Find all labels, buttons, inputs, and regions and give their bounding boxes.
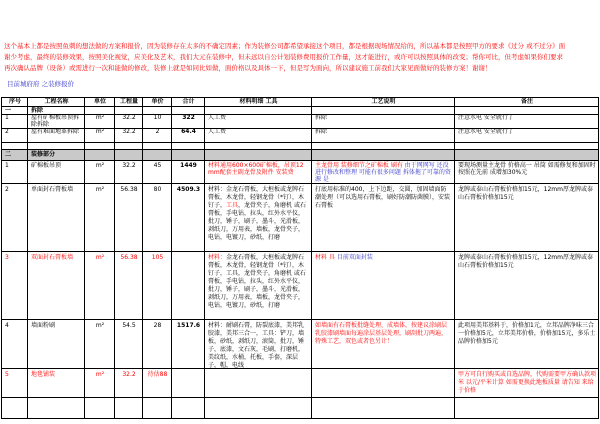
row-no: 4 bbox=[5, 322, 9, 329]
table-cell bbox=[455, 107, 599, 115]
table-cell bbox=[2, 398, 28, 419]
table-cell bbox=[172, 320, 205, 369]
table-cell bbox=[172, 107, 205, 115]
table-cell bbox=[28, 129, 85, 143]
table-cell bbox=[205, 115, 312, 129]
table-cell bbox=[85, 369, 115, 398]
table-cell bbox=[312, 369, 455, 398]
table-cell bbox=[28, 369, 85, 398]
document-subtitle: 目前城府府 之装修报价 bbox=[7, 80, 75, 88]
unit-price: 10 bbox=[153, 115, 162, 121]
table-cell bbox=[143, 398, 172, 419]
process-text: 主龙骨用 装修细节之矿棉板 刷有 bbox=[315, 162, 405, 169]
table-cell bbox=[28, 184, 85, 252]
quantity: 32.2 bbox=[122, 129, 136, 135]
header-materials-tools: 材料明细 工具 bbox=[239, 98, 278, 105]
quantity: 56.38 bbox=[120, 186, 138, 193]
line-total bbox=[172, 252, 204, 319]
unit: m² bbox=[95, 322, 105, 329]
table-cell bbox=[115, 398, 143, 419]
remarks: 甲方可自行购买或自选品牌，代购需要甲方确认款项米 以元/平米计算 如需更换此地板质量 请告知 来给于价格 bbox=[458, 371, 597, 394]
intro-note bbox=[4, 41, 596, 74]
remarks: 龙牌或泰山石膏板价格加15元，12mm厚龙牌或泰山石膏板价格加15元 bbox=[458, 186, 593, 201]
unit: m² bbox=[95, 371, 105, 378]
table-cell bbox=[312, 252, 455, 320]
intro-line: 谢少考虑，最终的装修效果，按照美化视觉，应美化及艺术，我们大元在装修中，但未远以自公计划装修费用报价工作量，这才能进行，或许可以按照具体的改变；帮你可比，但考虑如果你们要求 bbox=[4, 53, 563, 61]
table-cell bbox=[312, 320, 455, 369]
table-cell bbox=[143, 252, 172, 320]
unit-price: 待估88 bbox=[147, 371, 168, 378]
table-cell bbox=[85, 320, 115, 369]
item-name: 屋有难面地革拆除 bbox=[31, 129, 80, 135]
table-cell bbox=[455, 150, 599, 161]
remarks: 龙牌或泰山石膏板价格加15元，12mm厚龙牌或泰山石膏板价格加15元 bbox=[458, 254, 593, 269]
table-cell bbox=[85, 398, 115, 419]
table-cell bbox=[205, 398, 312, 419]
row-no: 2 bbox=[5, 129, 9, 135]
table-cell bbox=[2, 320, 28, 369]
process-notes bbox=[312, 369, 454, 397]
header-row bbox=[2, 98, 599, 107]
line-total: 1517.6 bbox=[176, 322, 201, 329]
table-cell bbox=[312, 115, 455, 129]
table-cell bbox=[455, 129, 599, 143]
unit-price: 80 bbox=[153, 186, 162, 193]
table-cell bbox=[312, 150, 455, 161]
table-cell bbox=[172, 252, 205, 320]
table-cell bbox=[205, 107, 312, 115]
table-cell bbox=[115, 107, 143, 115]
row-no: 1 bbox=[5, 162, 9, 169]
table-cell bbox=[85, 107, 115, 115]
process-notes: 拆除 bbox=[315, 115, 328, 121]
table-cell bbox=[205, 369, 312, 398]
process-text: 由于网网写 还没进行修改和整理 可能有很多问题 拆体拖了可靠的资源 是 bbox=[315, 162, 451, 183]
header-process: 工艺说明 bbox=[371, 98, 396, 105]
table-cell bbox=[143, 143, 172, 150]
table-cell bbox=[2, 107, 28, 115]
empty-row bbox=[2, 398, 599, 419]
table-cell bbox=[115, 150, 143, 161]
intro-line: 这个基本上都是按照鱼刺的想法做的方案和报价，因为装修存在太多的不确定因素；作为装修公司都希望承接这个项目，都是根据现场情况给的，所以基本都是按照甲方的要求《过分 或不过分》面 bbox=[4, 42, 566, 50]
table-cell bbox=[455, 320, 599, 369]
unit: m² bbox=[95, 186, 105, 193]
header-remarks: 备注 bbox=[520, 98, 533, 105]
line-total: 1449 bbox=[180, 162, 197, 169]
table-cell bbox=[2, 115, 28, 129]
line-total bbox=[172, 369, 204, 397]
table-cell bbox=[312, 98, 455, 107]
table-cell bbox=[172, 98, 205, 107]
section-title: 装修部分 bbox=[31, 151, 56, 158]
item-name: 屋有矿棉板吊顶拆除拆除 bbox=[31, 115, 80, 128]
table-cell bbox=[2, 252, 28, 320]
table-cell bbox=[2, 143, 28, 150]
material-text: ，龙骨夹子，角磨机 或石膏板，手电钻，拉头，红外水平仪，批刀，锤子，刷子，墨斗，光滑板，剥纸刀，万用表，墙板，龙骨夹子，电钻，电镀刀，砂纸，打磨 bbox=[208, 202, 306, 241]
materials-tools: 材料：耐刷石膏，防裂底漆，美邦乳胶漆，美邦三合一，工具：铲刀，墙板，砂纸，剥纸刀，滚筒，批刀，锤子，底漆，文石灰，毛刷，打磨机，美纹纸，水桶，托板，手套，深层子，帽，电线 bbox=[208, 322, 305, 368]
unit-price: 28 bbox=[153, 322, 162, 329]
table-cell bbox=[115, 115, 143, 129]
table-cell bbox=[455, 115, 599, 129]
table-cell bbox=[205, 98, 312, 107]
table-row bbox=[2, 184, 599, 252]
table-cell bbox=[115, 161, 143, 184]
table-cell bbox=[143, 369, 172, 398]
header-no: 序号 bbox=[8, 98, 21, 105]
table-cell bbox=[2, 161, 28, 184]
quantity: 54.5 bbox=[122, 322, 136, 329]
table-cell bbox=[85, 161, 115, 184]
table-cell bbox=[28, 107, 85, 115]
table-cell bbox=[455, 143, 599, 150]
table-cell bbox=[85, 98, 115, 107]
table-cell bbox=[143, 184, 172, 252]
row-no: 2 bbox=[5, 186, 9, 193]
table-cell bbox=[312, 107, 455, 115]
table-cell bbox=[28, 320, 85, 369]
table-cell bbox=[85, 184, 115, 252]
material-text: 材料：金龙石膏板，大桓板或龙牌石膏板，木龙骨，轻钢龙骨（*钉），木钉子， bbox=[208, 186, 305, 209]
item-name: 单面封石膏板墙 bbox=[31, 186, 74, 193]
table-row bbox=[2, 115, 599, 129]
unit: m² bbox=[95, 129, 105, 135]
table-cell bbox=[115, 143, 143, 150]
remarks: 注意水电 安全就行了 bbox=[458, 115, 514, 121]
table-row bbox=[2, 129, 599, 143]
quote-table bbox=[1, 97, 599, 419]
remarks: 注意水电 安全就行了 bbox=[458, 129, 514, 135]
table-cell bbox=[172, 129, 205, 143]
table-cell bbox=[455, 252, 599, 320]
quantity: 32.2 bbox=[122, 371, 136, 378]
table-cell bbox=[143, 107, 172, 115]
table-cell bbox=[172, 369, 205, 398]
materials-tools bbox=[205, 252, 311, 319]
unit-price: 2 bbox=[155, 129, 160, 135]
table-cell bbox=[85, 252, 115, 320]
unit-price: 45 bbox=[153, 162, 162, 169]
line-total: 322 bbox=[182, 115, 195, 121]
materials-tools bbox=[205, 369, 311, 397]
table-cell bbox=[143, 98, 172, 107]
materials-tools: 人工费 bbox=[208, 129, 227, 135]
table-cell bbox=[205, 161, 312, 184]
unit: m² bbox=[95, 162, 105, 169]
process-notes bbox=[312, 161, 454, 183]
item-name: 地毯铺装 bbox=[31, 371, 56, 378]
material-text: 金龙石膏板，大桓板或龙牌石膏板，木龙骨，轻钢龙骨（*钉），木钉子，工具，龙骨夹子，角磨机 或石膏板，手电钻，拉头，红外水平仪，批刀，锤子，刷子，墨斗，光滑板，剥纸刀，万用表，墙板，龙骨夹子，电钻，电镀刀，砂纸，打磨 bbox=[208, 254, 306, 309]
unit: m² bbox=[95, 115, 105, 121]
process-notes: 拆除 bbox=[315, 129, 328, 135]
table-cell bbox=[85, 129, 115, 143]
table-cell bbox=[172, 143, 205, 150]
process-text: 目前双面封装 bbox=[336, 254, 373, 261]
table-cell bbox=[172, 115, 205, 129]
header-unit-price: 单价 bbox=[151, 98, 164, 105]
section-row-decoration bbox=[2, 150, 599, 161]
table-cell bbox=[115, 184, 143, 252]
unit: m² bbox=[95, 254, 105, 261]
table-cell bbox=[312, 184, 455, 252]
remarks: 此项用美邦基料于，价格加1元，立邦品牌净味三合一价格加5元，立邦美邦价格，价格加15元，多乐士品牌价格加5元 bbox=[458, 322, 596, 345]
table-cell bbox=[28, 98, 85, 107]
table-cell bbox=[312, 398, 455, 419]
process-notes bbox=[312, 252, 454, 319]
table-cell bbox=[172, 150, 205, 161]
table-cell bbox=[143, 320, 172, 369]
table-cell bbox=[205, 252, 312, 320]
table-cell bbox=[205, 150, 312, 161]
table-row bbox=[2, 320, 599, 369]
table-cell bbox=[115, 98, 143, 107]
line-total: 64.4 bbox=[181, 129, 196, 135]
table-cell bbox=[2, 98, 28, 107]
process-notes: 如墙面有石膏板批缝处理，成墙体，按建议涂刷层乳胶漆刷墙面每遍涂层基层处理，刷刮批刀两遍，特殊工艺，双色或者色另计！ bbox=[315, 322, 448, 345]
table-cell bbox=[2, 184, 28, 252]
remarks: 要现场测量主龙骨 价格高一 吊筒 如需修复和加固时 按照在先前 成增加30%元 bbox=[458, 162, 596, 176]
table-cell bbox=[143, 161, 172, 184]
table-cell bbox=[115, 129, 143, 143]
table-cell bbox=[455, 398, 599, 419]
line-total: 4509.3 bbox=[176, 186, 201, 193]
section-title: 拆除 bbox=[31, 107, 44, 114]
material-text: 材料： bbox=[208, 254, 227, 261]
quantity: 32.2 bbox=[122, 115, 136, 121]
table-cell bbox=[172, 161, 205, 184]
materials-tools bbox=[205, 184, 311, 251]
table-cell bbox=[312, 161, 455, 184]
table-cell bbox=[85, 143, 115, 150]
table-row bbox=[2, 161, 599, 184]
table-cell bbox=[28, 150, 85, 161]
table-cell bbox=[205, 320, 312, 369]
header-total: 合计 bbox=[182, 98, 195, 105]
table-cell bbox=[2, 150, 28, 161]
section-no: 二 bbox=[5, 151, 12, 158]
process-notes: 打底用标准的400，上下边距，交圆，加固墙面防潮处理（可以选用石膏板，刷好防潮防菌膜），安装石膏板 bbox=[315, 186, 451, 209]
row-no: 1 bbox=[5, 115, 9, 121]
table-cell bbox=[115, 252, 143, 320]
row-no: 3 bbox=[5, 254, 9, 261]
quantity: 32.2 bbox=[122, 162, 136, 169]
table-cell bbox=[312, 129, 455, 143]
header-item-name: 工程名称 bbox=[44, 98, 69, 105]
table-cell bbox=[115, 320, 143, 369]
table-cell bbox=[28, 398, 85, 419]
table-cell bbox=[455, 98, 599, 107]
table-cell bbox=[205, 129, 312, 143]
table-row bbox=[2, 369, 599, 398]
table-cell bbox=[28, 161, 85, 184]
table-cell bbox=[115, 369, 143, 398]
table-row bbox=[2, 252, 599, 320]
table-cell bbox=[172, 184, 205, 252]
item-name: 矿棉板吊顶 bbox=[31, 162, 62, 169]
table-cell bbox=[172, 398, 205, 419]
table-cell bbox=[455, 161, 599, 184]
section-no: 一 bbox=[5, 107, 12, 114]
table-cell bbox=[312, 143, 455, 150]
table-cell bbox=[2, 369, 28, 398]
section-row-demolition bbox=[2, 107, 599, 115]
table-cell bbox=[85, 115, 115, 129]
table-cell bbox=[28, 143, 85, 150]
quantity: 56.38 bbox=[120, 254, 138, 261]
process-text: 材料 具 bbox=[315, 254, 337, 261]
table-cell bbox=[143, 129, 172, 143]
material-text: 工具 bbox=[226, 202, 239, 209]
table-cell bbox=[2, 129, 28, 143]
table-cell bbox=[205, 143, 312, 150]
materials-tools: 材料通用600×600矿棉板，吊顶12mm配套主副龙骨及附件 安装费 bbox=[208, 162, 304, 176]
unit-price: 105 bbox=[151, 254, 164, 261]
table-cell bbox=[455, 369, 599, 398]
table-cell bbox=[28, 252, 85, 320]
table-cell bbox=[143, 150, 172, 161]
row-no: 5 bbox=[5, 371, 9, 378]
item-name: 墙面粉刷 bbox=[31, 322, 56, 329]
table-cell bbox=[143, 115, 172, 129]
table-cell bbox=[455, 184, 599, 252]
table-cell bbox=[205, 184, 312, 252]
materials-tools: 人工费 bbox=[208, 115, 227, 121]
header-quantity: 工程量 bbox=[119, 98, 138, 105]
header-unit: 单位 bbox=[93, 98, 106, 105]
item-name: 双面封石膏板墙 bbox=[31, 254, 74, 261]
table-cell bbox=[28, 115, 85, 129]
table-cell bbox=[85, 150, 115, 161]
intro-line: 再次确认品牌（设备）或需进行一次和能做的修改，装修上就是如同比如做，面价格以及具体一下，但是写为面向，所以建议施工前我们大家见面做好的装修方案！谢谢！ bbox=[4, 64, 492, 72]
empty-row bbox=[2, 143, 599, 150]
